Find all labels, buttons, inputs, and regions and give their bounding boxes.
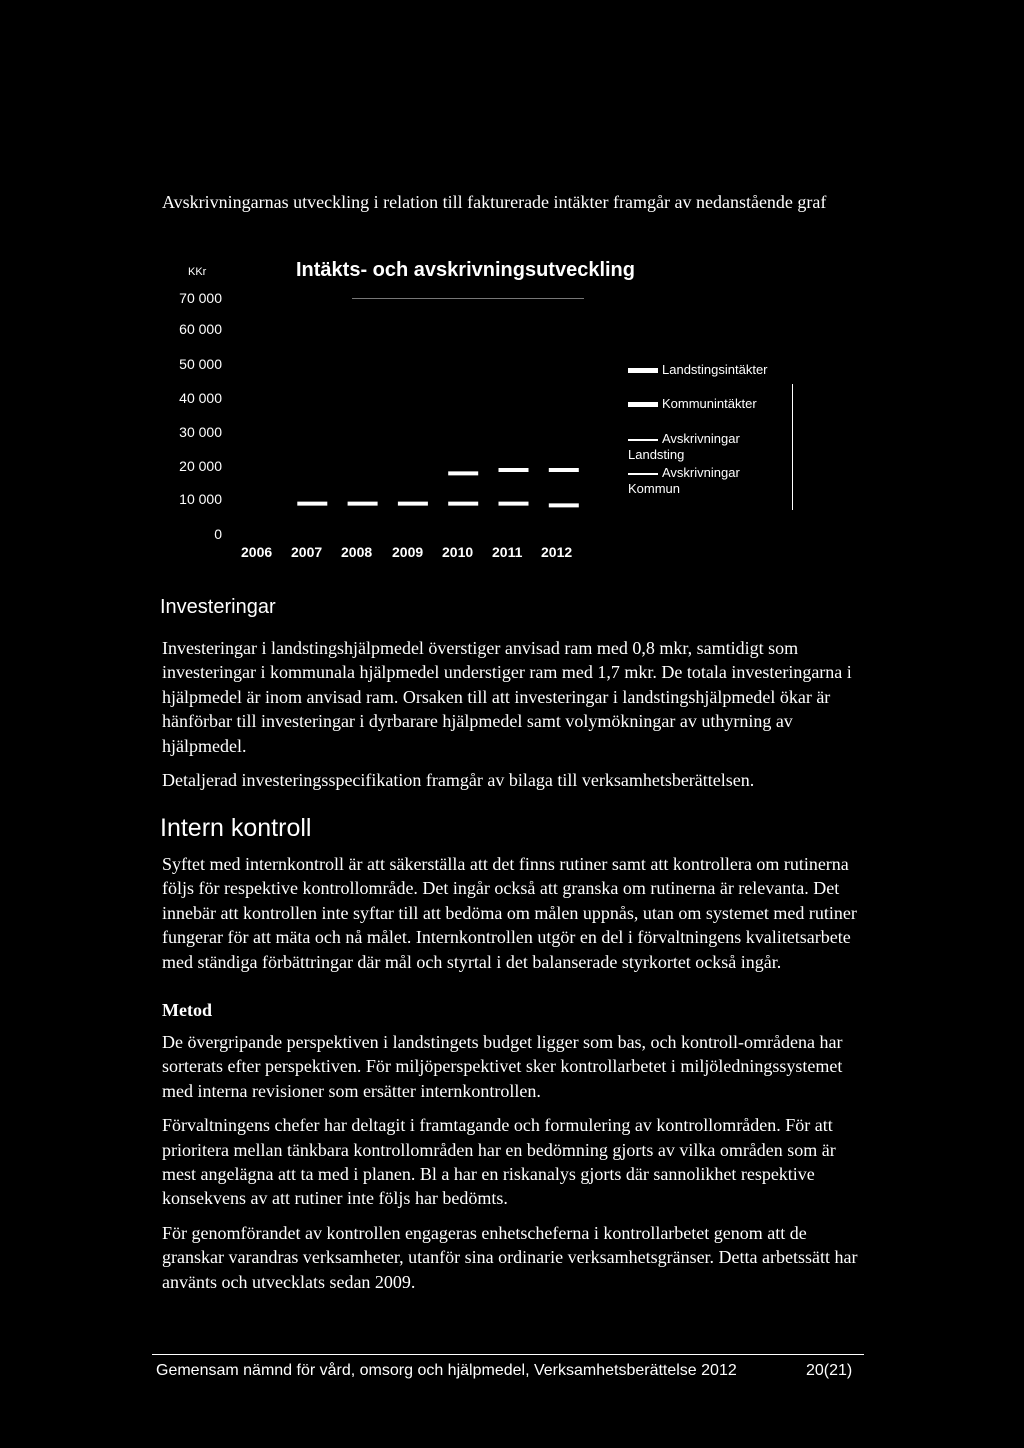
- x-tick-2011: 2011: [492, 544, 523, 560]
- investeringar-body: [162, 636, 862, 792]
- intern-paragraph: Syftet med internkontroll är att säkerställa att det finns rutiner samt att kontrollera om rutinerna följs för respektive kontrollområde. Det ingår också att granska om rutinerna är relevanta. Det innebär att kontrollen inte syftar till att bedöma om målen uppnås, utan om systemet med rutiner fungerar för att mäta och nå målet. Internkontrollen utgör en del i förvaltningens kvalitetsarbete med ständiga förbättringar där mål och styrtal i det balanserade styrkortet också ingår.: [162, 854, 857, 972]
- legend-label: Avskrivningar Landsting: [628, 431, 740, 462]
- chart-title: Intäkts- och avskrivningsutveckling: [296, 259, 635, 281]
- page-number: 20(21): [806, 1362, 853, 1379]
- legend-item-avskr-landsting: [628, 431, 778, 463]
- paragraph: Detaljerad investeringsspecifikation framgår av bilaga till verksamhetsberättelsen.: [162, 770, 755, 791]
- paragraph: Investeringar i landstingshjälpmedel överstiger anvisad ram med 0,8 mkr, samtidigt som investeringar i kommunala hjälpmedel understiger ram med 1,7 mkr. De totala investeringarna i hjälpmedel är inom anvisad ram. Orsaken till att investeringar i landstingshjälpmedel ökar är hänförbar till investeringar i dyrbarare hjälpmedel samt volymökningar av uthyrning av hjälpmedel.: [162, 638, 852, 756]
- legend-line: [628, 439, 658, 441]
- legend-label: Landstingsintäkter: [662, 362, 768, 377]
- footer-title: Gemensam nämnd för vård, omsorg och hjälpmedel, Verksamhetsberättelse 2012: [156, 1362, 737, 1379]
- y-tick-40000: 40 000: [179, 390, 222, 406]
- legend-swatch: [628, 402, 658, 407]
- heading-investeringar: Investeringar: [160, 596, 276, 618]
- y-tick-10000: 10 000: [179, 491, 222, 507]
- legend-label: Kommunintäkter: [662, 396, 757, 411]
- paragraph: Förvaltningens chefer har deltagit i framtagande och formulering av kontrollområden. För att prioritera mellan tänkbara kontrollområden har en bedömning gjorts av vilka områden som är mest angelägna att ta med i planen. Bl a har en riskanalys gjorts där sannolikhet respektive konsekvens av att rutiner inte följs har bedömts.: [162, 1115, 836, 1209]
- legend-swatch: [628, 368, 658, 373]
- x-tick-2012: 2012: [541, 544, 573, 560]
- legend-item-kommunintakter: [628, 396, 757, 412]
- heading-intern-kontroll: Intern kontroll: [160, 814, 312, 842]
- x-tick-2010: 2010: [442, 544, 474, 560]
- chart-plot: [0, 0, 1024, 600]
- x-tick-2009: 2009: [392, 544, 424, 560]
- legend-line: [628, 473, 658, 475]
- paragraph: För genomförandet av kontrollen engageras enhetscheferna i kontrollarbetet genom att de granskar varandras verksamheter, utanför sina ordinarie verksamhetsgränser. Detta arbetssätt har använts och utvecklats sedan 2009.: [162, 1222, 858, 1292]
- y-tick-0: 0: [214, 526, 222, 542]
- legend-item-avskr-kommun: [628, 465, 778, 497]
- intro-text: Avskrivningarnas utveckling i relation till fakturerade intäkter framgår av nedanstående graf: [162, 192, 827, 212]
- y-tick-20000: 20 000: [179, 458, 222, 474]
- y-tick-70000: 70 000: [179, 290, 222, 306]
- heading-metod: Metod: [162, 1000, 212, 1020]
- legend-border: [792, 384, 793, 510]
- y-tick-30000: 30 000: [179, 424, 222, 440]
- unit-label: KKr: [188, 266, 207, 278]
- legend-item-landstingsintakter: [628, 362, 768, 378]
- chart: [0, 0, 1024, 600]
- y-tick-60000: 60 000: [179, 321, 222, 337]
- footer-rule: [152, 1354, 864, 1355]
- metod-body: [162, 1030, 862, 1294]
- y-tick-50000: 50 000: [179, 356, 222, 372]
- paragraph: De övergripande perspektiven i landstingets budget ligger som bas, och kontroll-områdena har sorterats efter perspektiven. För miljöperspektivet sker kontrollarbetet i miljöledningssystemet med interna revisioner som ersätter internkontrollen.: [162, 1032, 843, 1101]
- x-tick-2006: 2006: [241, 544, 273, 560]
- x-tick-2007: 2007: [291, 544, 323, 560]
- legend-label: Avskrivningar Kommun: [628, 465, 740, 496]
- x-tick-2008: 2008: [341, 544, 373, 560]
